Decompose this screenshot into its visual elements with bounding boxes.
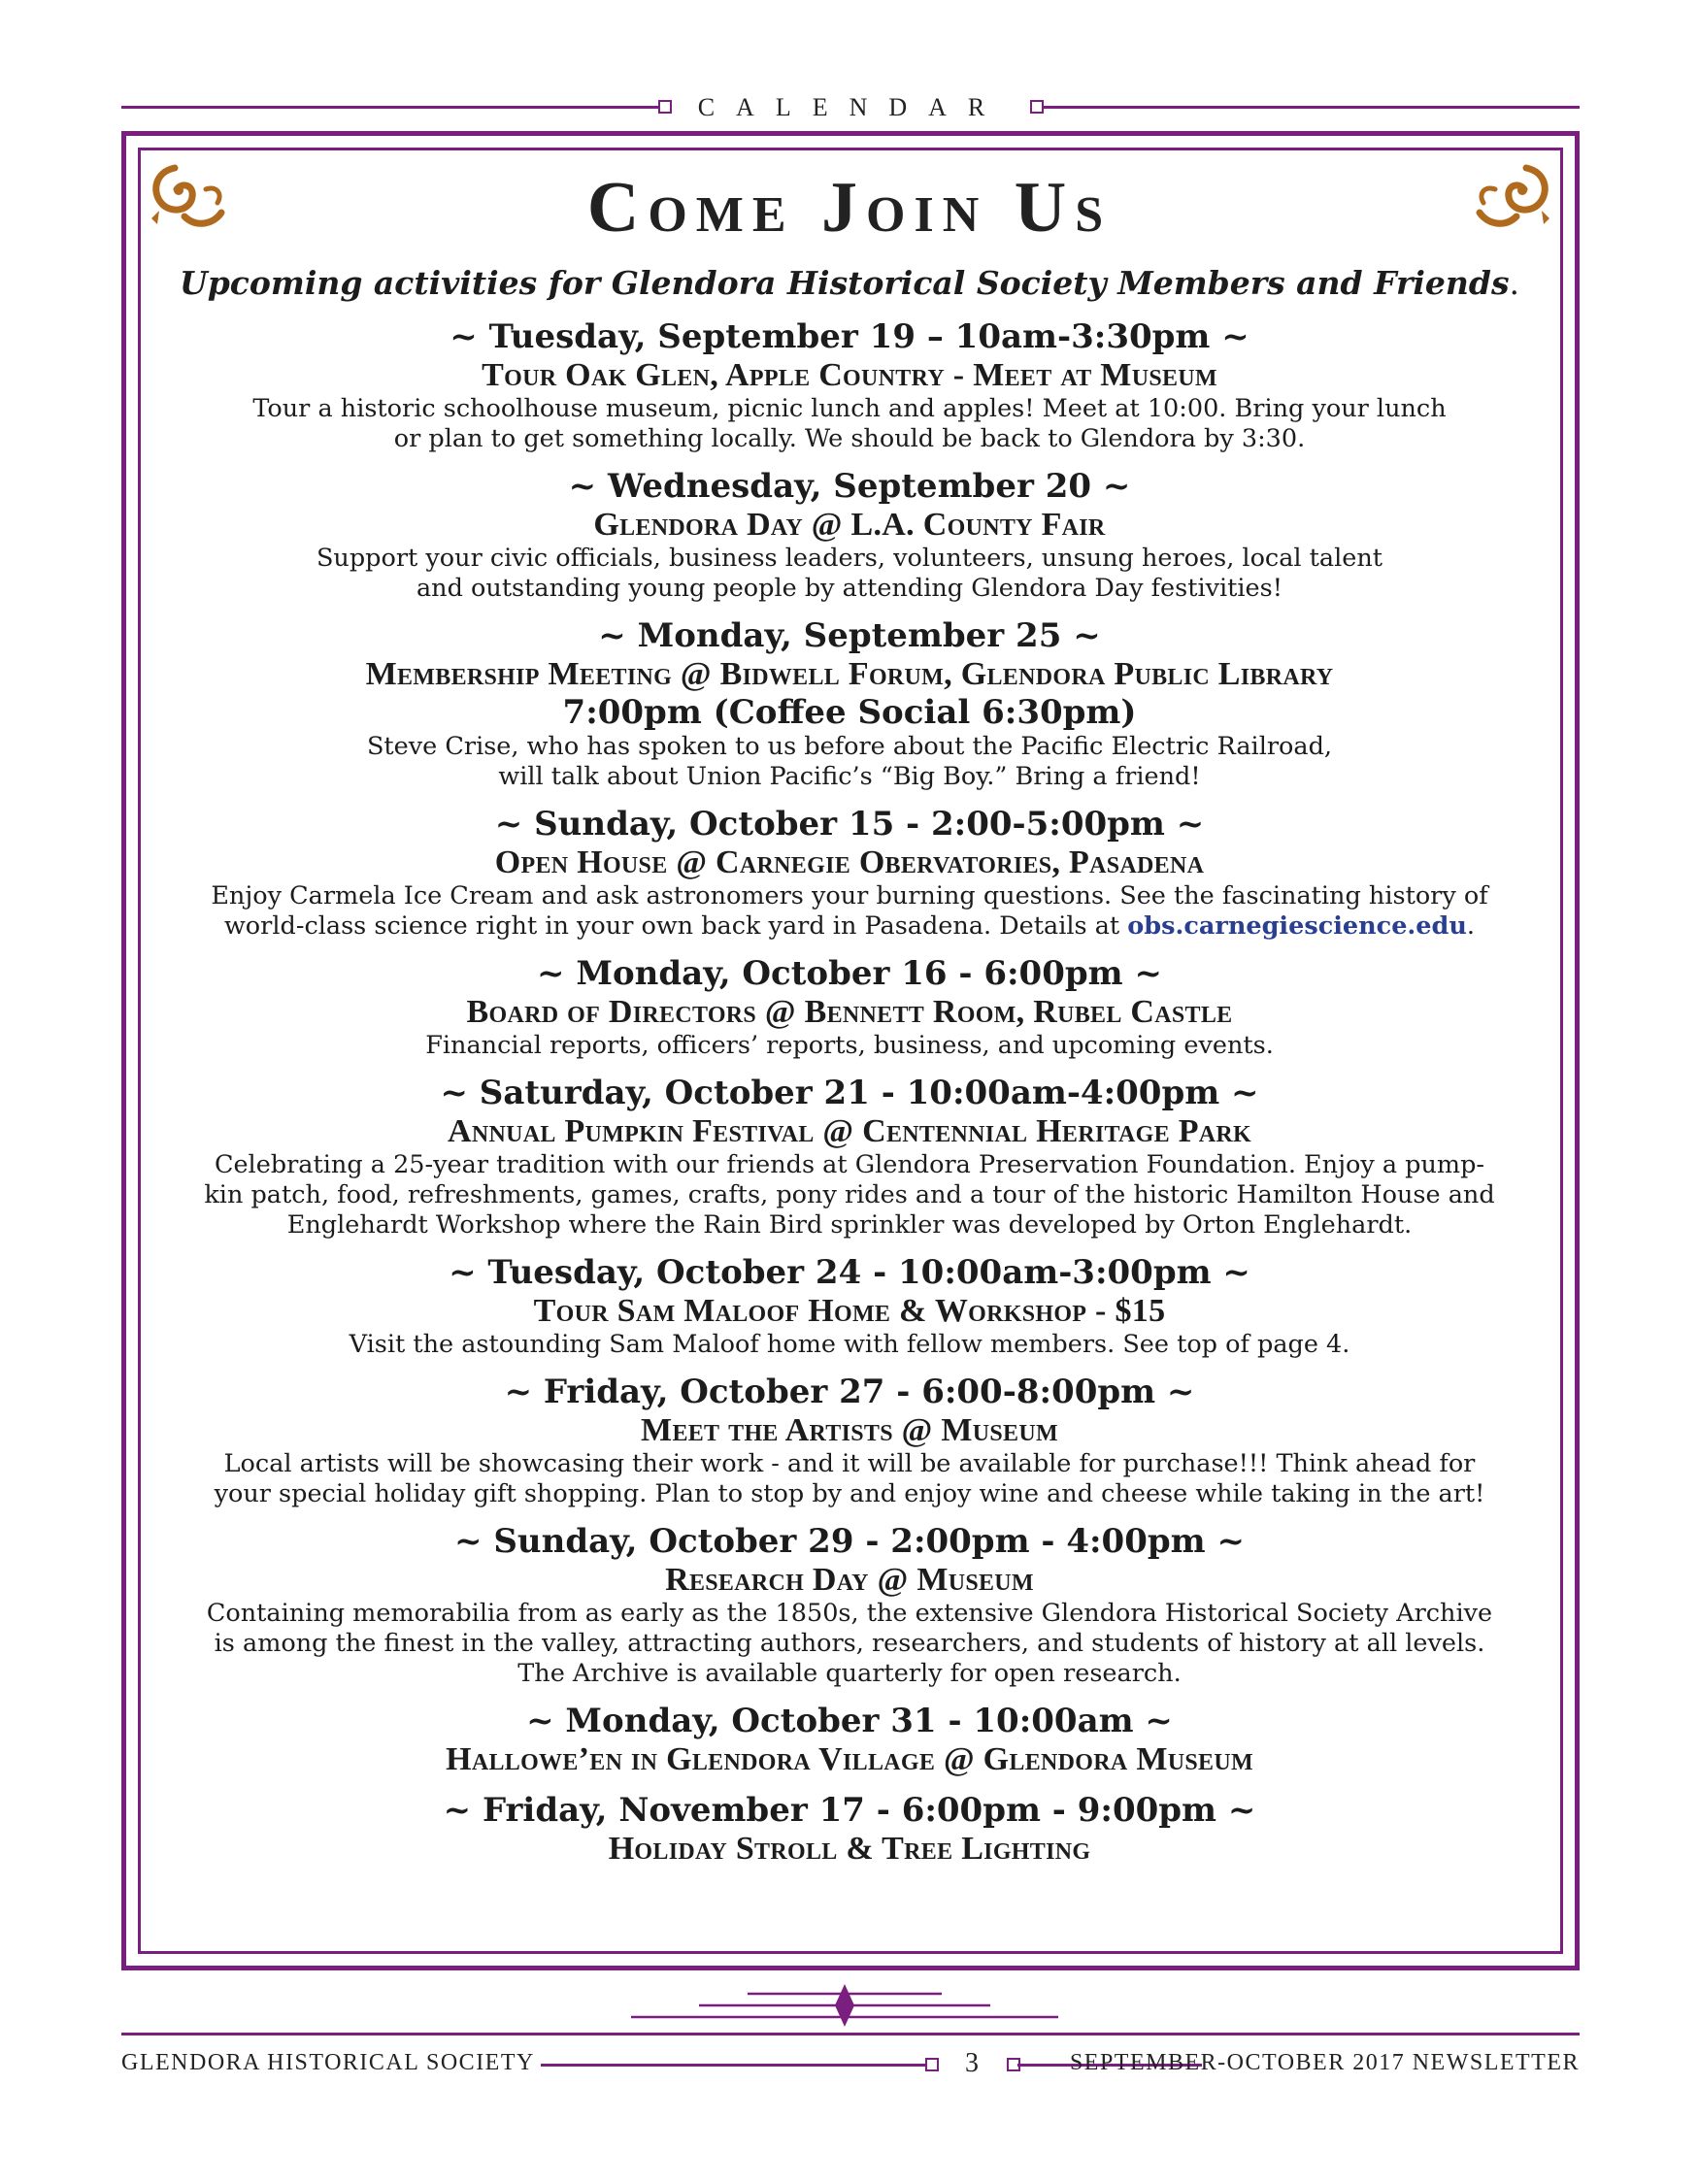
- event-date: ~ Monday, October 31 - 10:00am ~: [526, 1702, 1173, 1740]
- event-description-line: [155, 1031, 1544, 1061]
- page-footer: [121, 2033, 1580, 2078]
- event-description-text: Visit the astounding Sam Maloof home with fellow members. See top of page 4.: [349, 1330, 1350, 1359]
- event-date: ~ Tuesday, October 24 - 10:00am-3:00pm ~: [449, 1253, 1250, 1292]
- event-description-line: [155, 574, 1544, 604]
- event-title: Annual Pumpkin Festival @ Centennial Heritage Park: [447, 1113, 1252, 1149]
- event-description-text: kin patch, food, refreshments, games, crafts, pony rides and a tour of the historic Hamilton House and: [204, 1180, 1495, 1209]
- event-description-text: your special holiday gift shopping. Plan to stop by and enjoy wine and cheese while taking in the art!: [214, 1479, 1485, 1508]
- event-description-line: [155, 424, 1544, 454]
- event-description-text: The Archive is available quarterly for open research.: [517, 1659, 1182, 1688]
- event-description-line: [155, 544, 1544, 574]
- event-description-line: [155, 1150, 1544, 1180]
- event-description-text: or plan to get something locally. We should be back to Glendora by 3:30.: [393, 424, 1306, 453]
- event-description-line: [155, 1479, 1544, 1509]
- page-number: 3: [965, 2048, 979, 2078]
- event-item: [155, 1521, 1544, 1689]
- footer-issue: SEPTEMBER-OCTOBER 2017 NEWSLETTER: [1069, 2050, 1580, 2075]
- event-title: Open House @ Carnegie Obervatories, Pasadena: [494, 844, 1205, 880]
- event-description-line: [155, 732, 1544, 762]
- event-list: [155, 316, 1544, 1879]
- subtitle-text: Upcoming activities for Glendora Historical Society Members and Friends: [179, 264, 1510, 302]
- event-description-line: [155, 762, 1544, 792]
- event-time: 7:00pm (Coffee Social 6:30pm): [562, 693, 1137, 732]
- event-item: [155, 316, 1544, 454]
- event-date: ~ Friday, October 27 - 6:00-8:00pm ~: [504, 1373, 1195, 1411]
- section-header: [121, 93, 1580, 122]
- event-description-line: [155, 1210, 1544, 1241]
- event-description-text: Support your civic officials, business leaders, volunteers, unsung heroes, local talent: [316, 544, 1383, 573]
- event-description-text: and outstanding young people by attending Glendora Day festivities!: [416, 574, 1283, 603]
- event-item: [155, 953, 1544, 1061]
- event-item: [155, 804, 1544, 942]
- footer-rule: [121, 2033, 1580, 2035]
- footer-organization: GLENDORA HISTORICAL SOCIETY: [121, 2050, 535, 2075]
- event-date: ~ Tuesday, September 19 – 10am-3:30pm ~: [450, 317, 1249, 356]
- event-date: ~ Wednesday, September 20 ~: [568, 467, 1131, 506]
- event-item: [155, 1073, 1544, 1241]
- event-description-text: is among the finest in the valley, attracting authors, researchers, and students of history at all levels.: [214, 1629, 1485, 1658]
- event-description-line: [155, 394, 1544, 424]
- event-description-line: [155, 1659, 1544, 1689]
- event-item: [155, 1372, 1544, 1509]
- diamond-flourish-icon: [621, 1980, 1068, 2029]
- event-date: ~ Saturday, October 21 - 10:00am-4:00pm ~: [440, 1074, 1259, 1112]
- event-description-text: world-class science right in your own back yard in Pasadena. Details at: [223, 911, 1120, 941]
- event-description-line: [155, 911, 1544, 942]
- header-square-left: [658, 100, 672, 114]
- event-description-text: Englehardt Workshop where the Rain Bird sprinkler was developed by Orton Englehardt.: [286, 1210, 1413, 1240]
- event-description-text: Containing memorabilia from as early as the 1850s, the extensive Glendora Historical Society Archive: [206, 1599, 1493, 1628]
- event-item: [155, 466, 1544, 604]
- event-description-text: Tour a historic schoolhouse museum, picnic lunch and apples! Meet at 10:00. Bring your lunch: [252, 394, 1447, 423]
- event-item: [155, 1701, 1544, 1778]
- subtitle-period: .: [1509, 264, 1520, 302]
- section-title: CALENDAR: [697, 93, 1007, 121]
- event-date: ~ Sunday, October 29 - 2:00pm - 4:00pm ~: [454, 1522, 1245, 1561]
- event-description-text: Enjoy Carmela Ice Cream and ask astronomers your burning questions. See the fascinating history of: [211, 881, 1488, 910]
- page-subtitle: [136, 264, 1563, 302]
- event-item: [155, 1252, 1544, 1360]
- event-description-text: Celebrating a 25-year tradition with our friends at Glendora Preservation Foundation. Enjoy a pump-: [214, 1150, 1485, 1179]
- event-date: ~ Monday, September 25 ~: [598, 616, 1101, 655]
- event-description-line: [155, 1330, 1544, 1360]
- event-title: Hallowe’en in Glendora Village @ Glendora Museum: [446, 1741, 1253, 1777]
- event-description-text: Local artists will be showcasing their work - and it will be available for purchase!!! Think ahead for: [223, 1449, 1476, 1478]
- event-description-line: [155, 1180, 1544, 1210]
- event-description-line: [155, 881, 1544, 911]
- event-title: Tour Oak Glen, Apple Country - Meet at Museum: [482, 357, 1217, 393]
- event-description-line: [155, 1629, 1544, 1659]
- event-title: Research Day @ Museum: [665, 1562, 1034, 1598]
- event-title: Holiday Stroll & Tree Lighting: [608, 1831, 1091, 1867]
- page-title: Come Join Us: [586, 168, 1113, 248]
- event-description-text: will talk about Union Pacific’s “Big Boy.” Bring a friend!: [498, 762, 1201, 791]
- event-description-line: [155, 1599, 1544, 1629]
- event-title: Glendora Day @ L.A. County Fair: [593, 507, 1106, 543]
- event-title: Board of Directors @ Bennett Room, Rubel Castle: [466, 994, 1233, 1030]
- event-link-period: .: [1466, 911, 1476, 941]
- event-description-line: [155, 1449, 1544, 1479]
- footer-rule-left: [541, 2064, 929, 2067]
- header-rule-left: [121, 106, 660, 109]
- event-link[interactable]: obs.carnegiescience.edu: [1127, 911, 1467, 941]
- event-description-text: Steve Crise, who has spoken to us before about the Pacific Electric Railroad,: [366, 732, 1333, 761]
- header-rule-right: [1042, 106, 1580, 109]
- event-title: Membership Meeting @ Bidwell Forum, Glendora Public Library: [365, 656, 1334, 692]
- event-item: [155, 615, 1544, 792]
- event-date: ~ Monday, October 16 - 6:00pm ~: [537, 954, 1162, 993]
- event-date: ~ Sunday, October 15 - 2:00-5:00pm ~: [494, 805, 1205, 844]
- event-item: [155, 1790, 1544, 1868]
- event-date: ~ Friday, November 17 - 6:00pm - 9:00pm ~: [443, 1791, 1256, 1830]
- event-title: Tour Sam Maloof Home & Workshop - $15: [533, 1293, 1166, 1329]
- event-title: Meet the Artists @ Museum: [641, 1412, 1058, 1448]
- event-description-text: Financial reports, officers’ reports, business, and upcoming events.: [425, 1031, 1274, 1060]
